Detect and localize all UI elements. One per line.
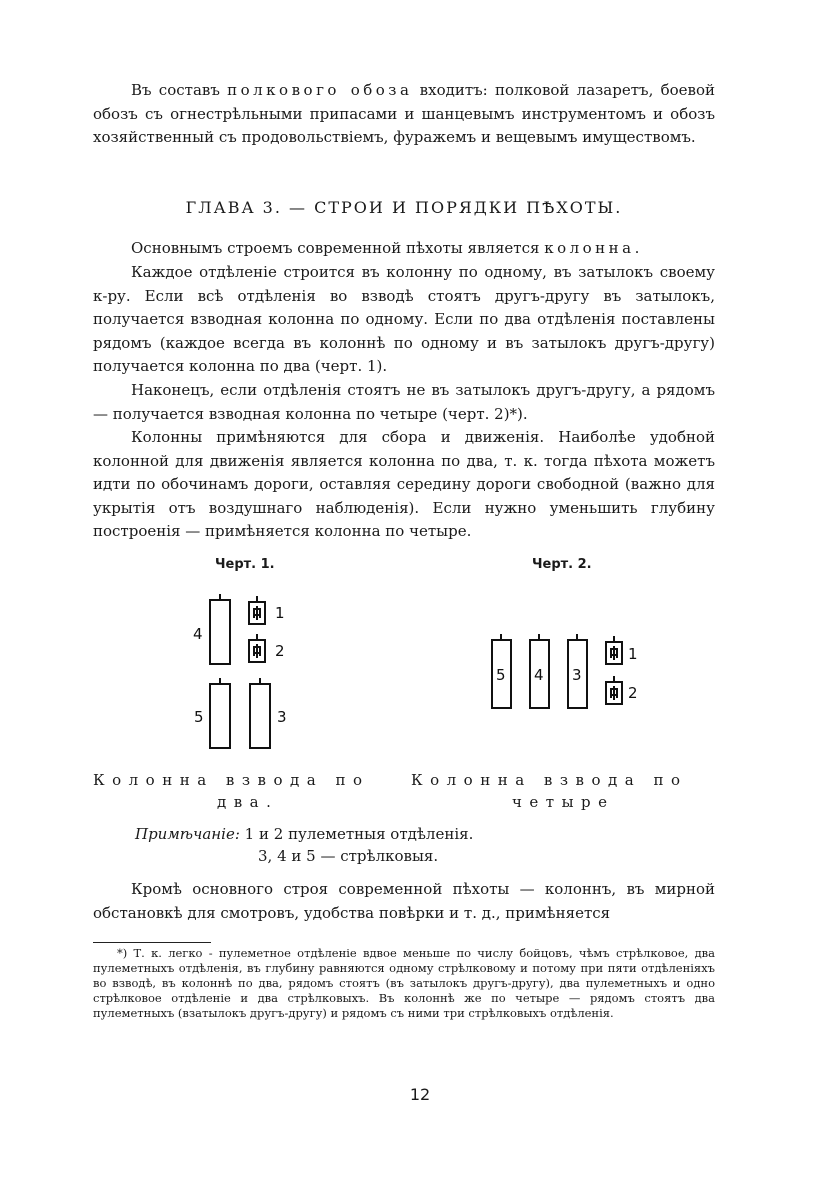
paragraph-column-by-two: Каждое отдѣленіе строится въ колонну по одному, въ затылокъ своему к-ру. Если всѣ отдѣленія во взводѣ стоятъ другъ-другу въ затылокъ, получается взводная колонна по одному. Если по два отдѣленія поставлены рядомъ (каждое всегда въ колоннѣ по одному и въ затылокъ другъ-другу) получается колонна по два (черт. 1).	[93, 263, 715, 375]
figure-2-label-3: 3	[572, 666, 582, 684]
figure-2-label-2: 2	[628, 684, 638, 702]
squad-3-rifle-bar	[250, 684, 270, 748]
figure-2-label-5: 5	[496, 666, 506, 684]
machine-gun-icon	[253, 644, 261, 658]
figure-2-caption-line2: четыре	[512, 793, 615, 811]
machine-gun-icon	[610, 686, 618, 700]
machine-gun-icon	[610, 646, 618, 660]
figure-1-label-1: 1	[275, 604, 285, 622]
note-line-2: 3, 4 и 5 — стрѣлковыя.	[258, 847, 439, 865]
chapter-heading: ГЛАВА 3. — СТРОИ И ПОРЯДКИ ПѢХОТЫ.	[185, 198, 623, 217]
p1-text: Основнымъ строемъ современной пѣхоты является	[131, 239, 545, 257]
footnote-divider	[93, 942, 211, 943]
figure-1-drawing	[210, 594, 270, 748]
figure-1-title: Черт. 1.	[215, 557, 275, 572]
intro-text-start: Въ составъ	[131, 81, 228, 99]
figure-1-caption-line2: два.	[217, 793, 279, 811]
p1-term-spaced: колонна.	[544, 239, 643, 257]
footnote: *) Т. к. легко - пулеметное отдѣленіе вдвое меньше по числу бойцовъ, чѣмъ стрѣлковое, два пулеметныхъ отдѣленія, въ глубину равняются одному стрѣлковому и потому при пяти отдѣленіяхъ во взводѣ, въ колоннѣ по два, рядомъ стоятъ (въ затылокъ другъ-другу), два пулеметныхъ и одно стрѣлковое отдѣленіе и два стрѣлковыхъ. Въ колоннѣ же по четыре — рядомъ стоятъ два пулеметныхъ (взатылокъ другъ-другу) и рядомъ съ ними три стрѣлковыхъ отдѣленія.	[93, 946, 715, 1020]
page-number: 12	[409, 1085, 431, 1104]
paragraph-column-usage: Колонны примѣняются для сбора и движенія. Наиболѣе удобной колонной для движенія является колонна по два, т. к. тогда пѣхота можетъ идти по обочинамъ дороги, оставляя середину дороги свободной (важно для укрытія отъ воздушнаго наблюденія). Если нужно уменьшить глубину построенія — примѣняется колонна по четыре.	[93, 428, 715, 540]
figure-1-label-2: 2	[275, 642, 285, 660]
figure-1-label-5: 5	[194, 708, 204, 726]
figure-1-label-4: 4	[193, 625, 203, 643]
squad-5-rifle-bar	[210, 684, 230, 748]
figure-1-caption-line1: Колонна взвода по	[93, 771, 370, 789]
figure-2-caption-line1: Колонна взвода по	[411, 771, 688, 789]
squad-4-rifle-bar	[210, 600, 230, 664]
figure-note	[135, 823, 473, 867]
intro-text-end: входитъ: полковой лазаретъ, боевой обозъ съ огнестрѣльными припасами и шанцевымъ инструментомъ и обозъ хозяйственный съ продовольствіемъ, фуражемъ и вещевымъ имуществомъ.	[93, 81, 716, 146]
figure-2-title: Черт. 2.	[532, 557, 592, 572]
paragraph-column-by-four: Наконецъ, если отдѣленія стоятъ не въ затылокъ другъ-другу, а рядомъ — получается взводная колонна по четыре (черт. 2)*).	[93, 381, 715, 423]
paragraph-other-formations: Кромѣ основного строя современной пѣхоты — колоннъ, въ мирной обстановкѣ для смотровъ, удобства повѣрки и т. д., примѣняется	[93, 880, 715, 922]
intro-term-spaced: полкового обоза	[227, 81, 413, 99]
note-label: Примѣчаніе:	[135, 825, 240, 843]
figure-2-label-1: 1	[628, 645, 638, 663]
note-line-1: 1 и 2 пулеметныя отдѣленія.	[239, 825, 474, 843]
figure-2-label-4: 4	[534, 666, 544, 684]
machine-gun-icon	[253, 606, 261, 620]
figure-1-label-3: 3	[277, 708, 287, 726]
figure-2-drawing	[492, 634, 622, 708]
